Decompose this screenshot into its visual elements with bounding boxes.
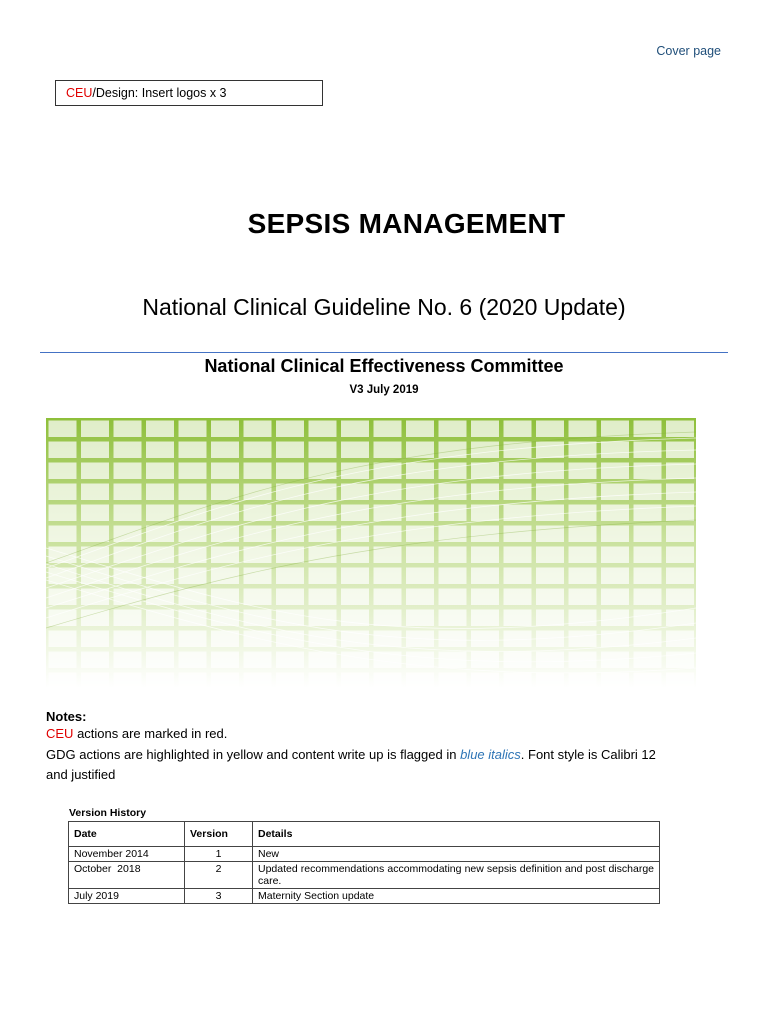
column-header-details: Details [253,822,660,847]
notes-heading: Notes: [46,709,87,724]
version-date: V3 July 2019 [349,384,419,396]
logo-slash: / [92,86,96,100]
cell-date: November 2014 [69,847,185,862]
table-header-row [69,822,660,847]
cell-version: 3 [185,889,253,904]
document-title: SEPSIS MANAGEMENT [247,208,566,239]
cell-version: 2 [185,862,253,889]
note-line-justified: and justified [46,767,116,782]
note-text: GDG actions are highlighted in yellow and content write up is flagged in [46,747,461,762]
ceu-tag: CEU [66,86,93,100]
note-line-ceu [46,724,227,744]
column-header-version: Version [185,822,253,847]
cell-date: October 2018 [69,862,185,889]
table-row [69,847,660,862]
column-header-date: Date [69,822,185,847]
note-text: . Font style is Calibri 12 [520,747,656,762]
version-history-label: Version History [69,807,147,819]
cell-date: July 2019 [69,889,185,904]
cell-details: Updated recommendations accommodating new sepsis definition and post discharge care. [253,862,660,889]
ceu-red-tag: CEU [46,726,74,741]
document-subtitle: National Clinical Guideline No. 6 (2020 Update) [142,294,626,320]
committee-name: National Clinical Effectiveness Committee [204,356,564,376]
title-divider [40,352,728,353]
note-line-gdg [46,745,656,765]
cover-page-label: Cover page [656,44,721,58]
decorative-banner-image [46,418,696,688]
version-history-table [68,821,660,904]
table-row [69,889,660,904]
cell-version: 1 [185,847,253,862]
logo-placeholder-text: Design: Insert logos x 3 [95,86,227,100]
table-row [69,862,660,889]
note-text: actions are marked in red. [73,726,228,741]
cell-details: Maternity Section update [253,889,660,904]
logo-placeholder-box [55,80,323,106]
cell-details: New [253,847,660,862]
blue-italics-sample: blue italics [460,747,521,762]
